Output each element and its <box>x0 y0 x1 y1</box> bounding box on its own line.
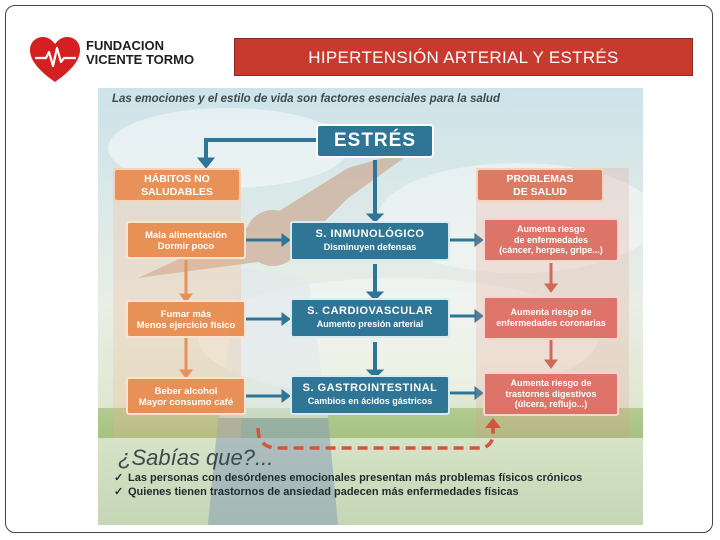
health-problems-header <box>476 168 604 202</box>
cardiovascular-system-box <box>290 298 450 338</box>
gastrointestinal-system-box <box>290 375 450 415</box>
system-name: S. GASTROINTESTINAL <box>302 382 438 394</box>
title-bar <box>234 38 693 76</box>
foundation-logo <box>28 34 208 86</box>
check-icon: ✓ <box>114 472 124 484</box>
habit-line1: Fumar más <box>160 309 212 320</box>
problem-box <box>483 372 619 416</box>
fact-text: Quienes tienen trastornos de ansiedad padecen más enfermedades físicas <box>128 486 519 498</box>
system-desc: Aumento presión arterial <box>316 319 424 329</box>
system-desc: Cambios en ácidos gástricos <box>307 396 433 406</box>
habit-line2: Menos ejercicio físico <box>136 320 236 331</box>
unhealthy-habits-line2: SALUDABLES <box>141 186 213 198</box>
logo-line1: FUNDACION <box>86 38 164 53</box>
problem-line3: (cáncer, herpes, gripe...) <box>499 245 603 255</box>
diagram-subtitle: Las emociones y el estilo de vida son factores esenciales para la salud <box>112 93 500 105</box>
habit-box <box>126 221 246 259</box>
health-problems-line1: PROBLEMAS <box>506 173 574 185</box>
unhealthy-habits-header <box>113 168 241 202</box>
slide-title: HIPERTENSIÓN ARTERIAL Y ESTRÉS <box>308 48 619 67</box>
fact-item <box>114 486 634 499</box>
problem-line1: Aumenta riesgo de <box>510 378 592 388</box>
logo-line2: VICENTE TORMO <box>86 52 195 67</box>
problem-line3: (úlcera, reflujo...) <box>514 399 588 409</box>
health-problems-line2: DE SALUD <box>513 186 567 198</box>
did-you-know-heading: ¿Sabías que?... <box>118 445 274 470</box>
problem-line2: trastornes digestivos <box>505 388 597 399</box>
habit-line1: Beber alcohol <box>154 386 218 397</box>
facts-list <box>114 472 634 500</box>
habit-line1: Mala alimentación <box>145 230 227 241</box>
unhealthy-habits-line1: HÁBITOS NO <box>144 173 210 185</box>
check-icon: ✓ <box>114 486 124 498</box>
stress-diagram <box>98 88 643 525</box>
problem-box <box>483 296 619 340</box>
problem-line2: de enfermedades <box>513 234 589 245</box>
heart-icon <box>28 34 82 86</box>
problem-line2: enfermedades coronarias <box>496 317 606 328</box>
system-desc: Disminuyen defensas <box>323 242 417 252</box>
fact-item <box>114 472 634 485</box>
problem-line1: Aumenta riesgo <box>516 224 585 234</box>
problem-line1: Aumenta riesgo de <box>510 307 592 317</box>
system-name: S. INMUNOLÓGICO <box>315 228 425 240</box>
habit-box <box>126 377 246 415</box>
habit-line2: Mayor consumo café <box>138 397 234 408</box>
habit-box <box>126 300 246 338</box>
immune-system-box <box>290 221 450 261</box>
habit-line2: Dormir poco <box>157 241 215 252</box>
logo-text <box>86 39 194 67</box>
problem-box <box>483 218 619 262</box>
stress-box: ESTRÉS <box>316 124 434 158</box>
system-name: S. CARDIOVASCULAR <box>307 305 433 317</box>
fact-text: Las personas con desórdenes emocionales presentan más problemas físicos crónicos <box>128 472 583 484</box>
